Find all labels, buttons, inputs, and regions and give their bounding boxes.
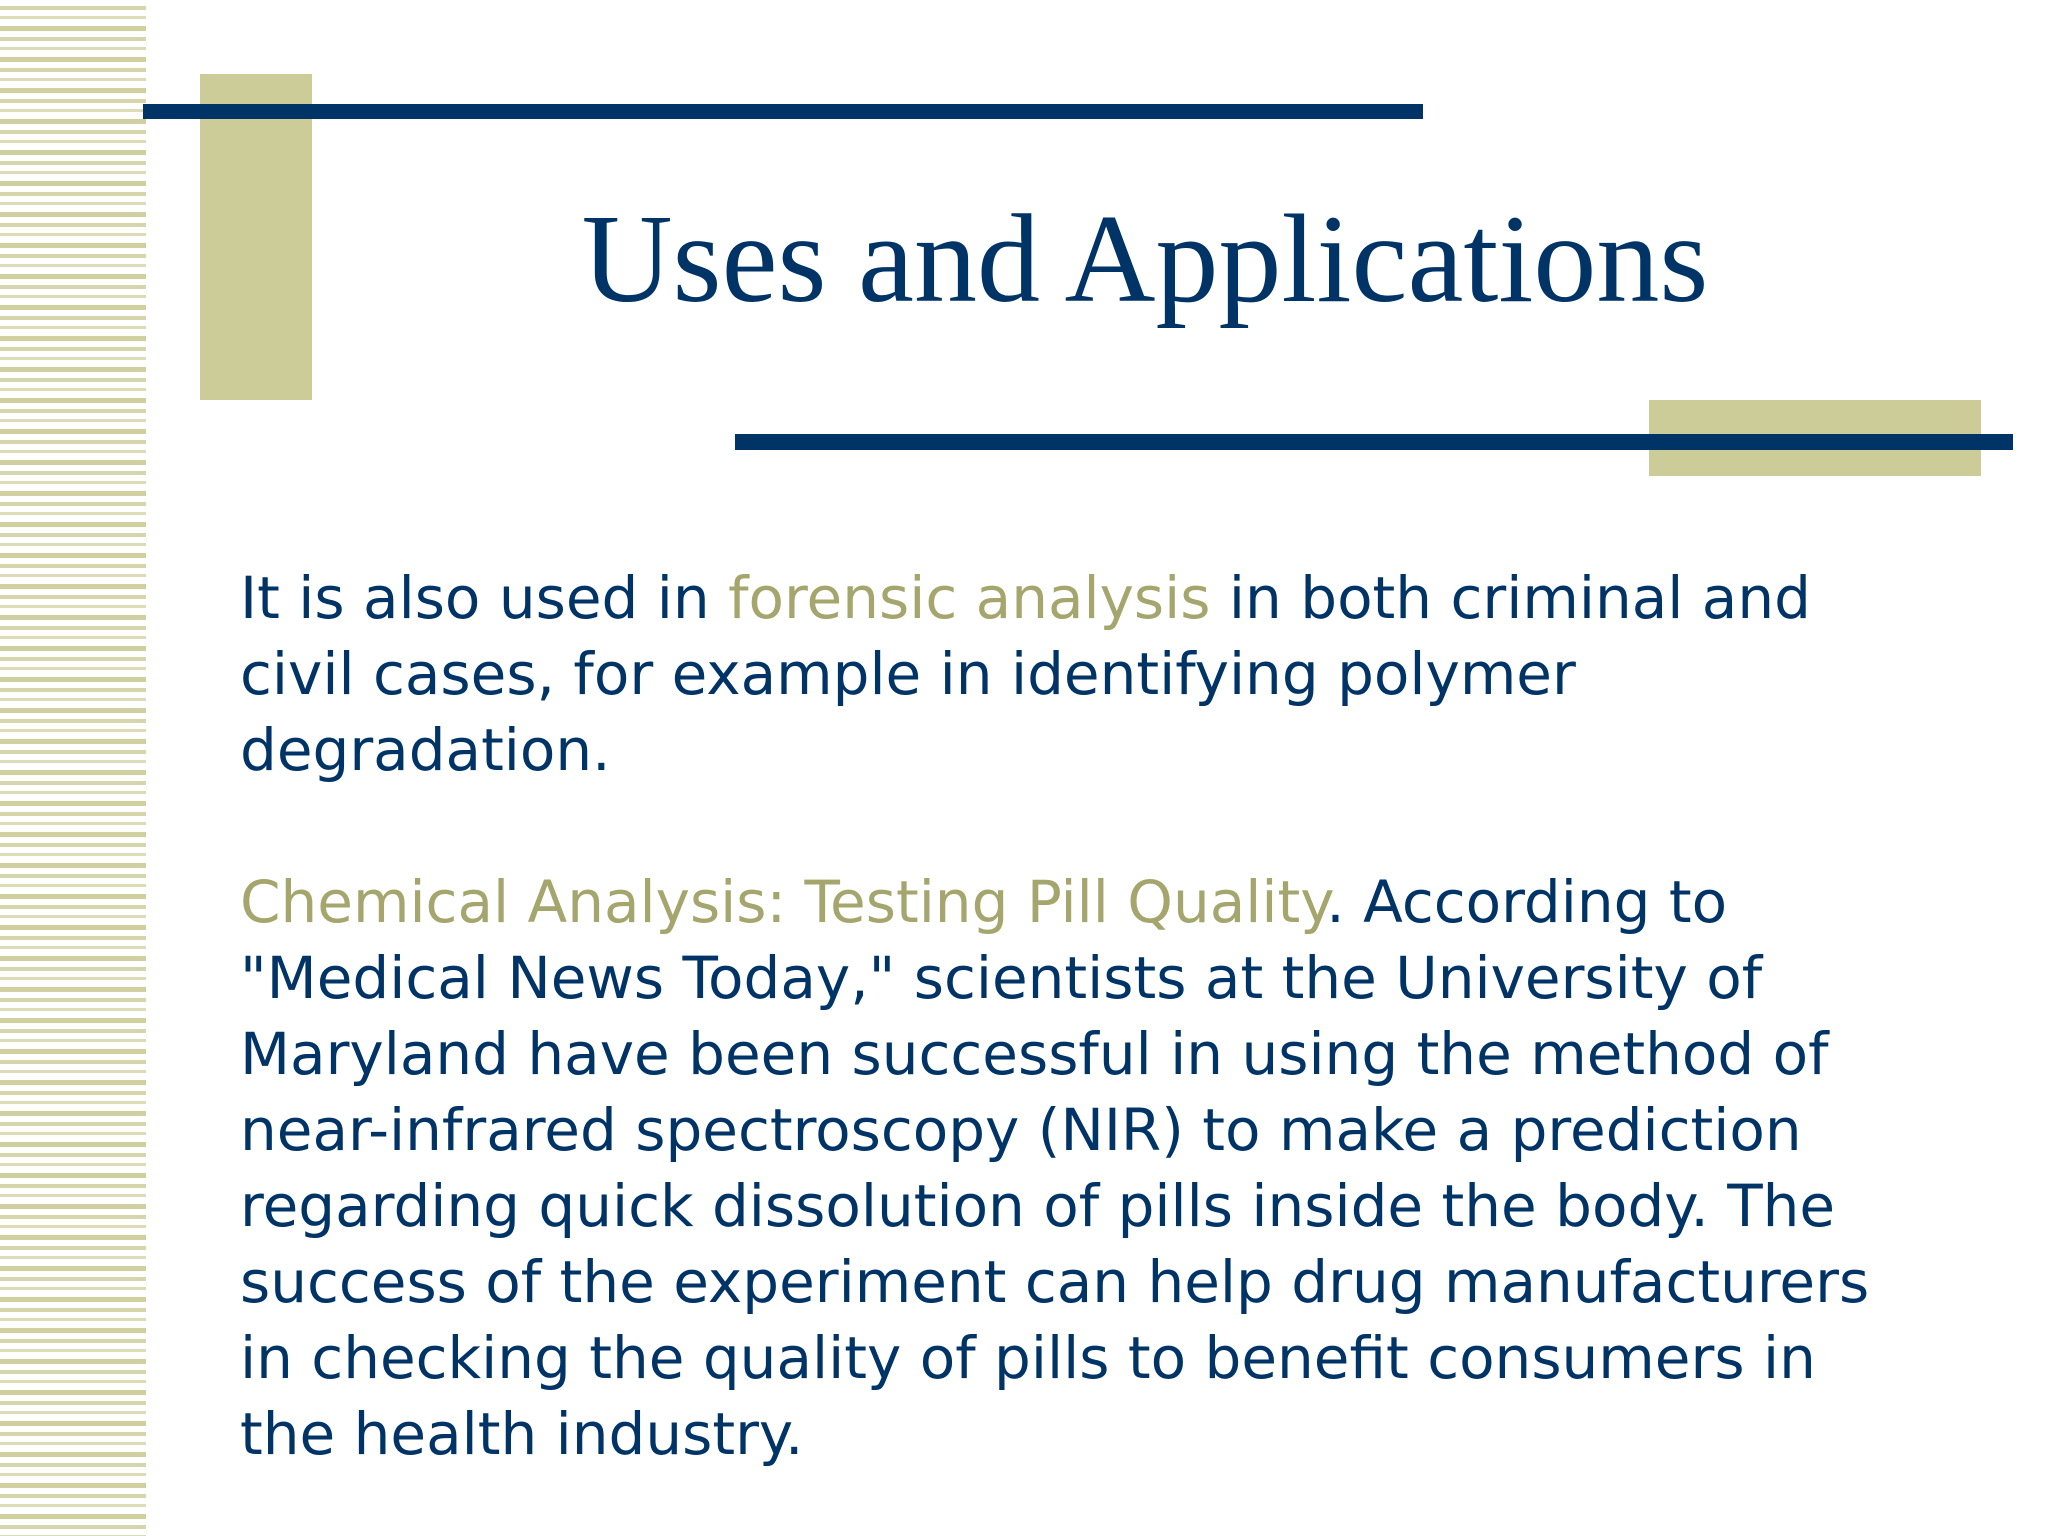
paragraph-chemical-analysis bbox=[240, 864, 1920, 1472]
slide-title: Uses and Applications bbox=[581, 190, 1709, 329]
paragraph-text: It is also used in bbox=[240, 564, 729, 632]
highlight-link-forensic-analysis[interactable]: forensic analysis bbox=[728, 564, 1211, 632]
decorative-navy-line-top bbox=[143, 104, 1423, 119]
left-stripe-band bbox=[0, 0, 146, 1536]
slide-body bbox=[240, 560, 1920, 1472]
paragraph-text: . According to "Medical News Today," scientists at the University of Maryland have been successful in using the method of near-infrared spectroscopy (NIR) to make a prediction regarding quick dissolution of pills inside the body. The success of the experiment can help drug manufacturers in checking the quality of pills to benefit consumers in the health industry. bbox=[240, 868, 1870, 1468]
paragraph-text: in both criminal and civil cases, for example in identifying polymer degradation. bbox=[240, 564, 1811, 784]
decorative-olive-block-vertical bbox=[200, 74, 312, 400]
highlight-link-chemical-analysis[interactable]: Chemical Analysis: Testing Pill Quality bbox=[240, 868, 1327, 936]
decorative-navy-line-bottom bbox=[735, 434, 2013, 450]
paragraph-forensic bbox=[240, 560, 1920, 788]
